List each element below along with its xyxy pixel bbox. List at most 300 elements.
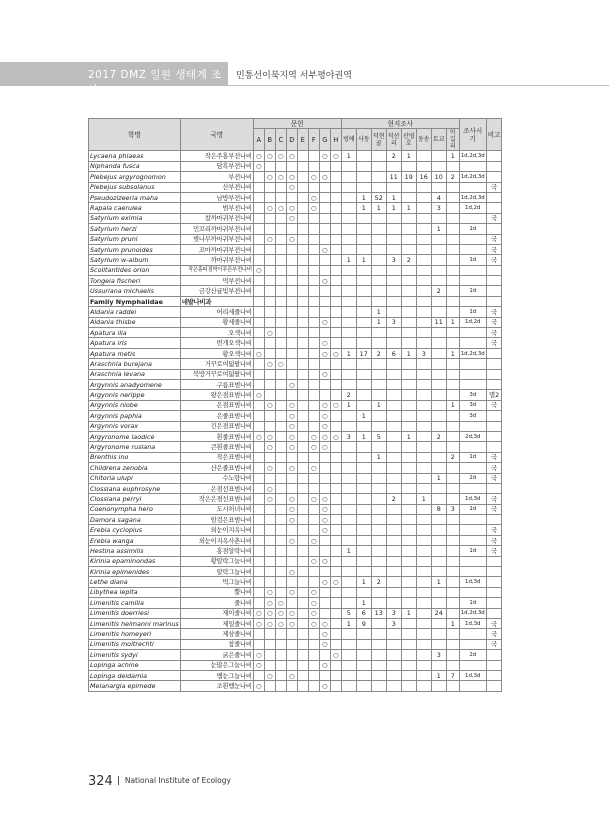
literature-record <box>264 681 275 691</box>
literature-record <box>297 369 308 379</box>
literature-record: ○ <box>253 390 264 400</box>
field-count <box>386 359 401 369</box>
literature-record <box>253 535 264 545</box>
table-row <box>89 525 502 535</box>
literature-record <box>286 307 297 317</box>
field-count: 1 <box>401 348 416 358</box>
literature-record: ○ <box>319 660 330 670</box>
literature-record <box>275 473 286 483</box>
field-count <box>386 681 401 691</box>
field-count <box>386 161 401 171</box>
field-count: 52 <box>371 192 386 202</box>
literature-record <box>308 244 319 254</box>
table-row <box>89 369 502 379</box>
survey-period <box>459 244 486 254</box>
literature-record: ○ <box>308 598 319 608</box>
field-count <box>341 463 356 473</box>
literature-record <box>330 442 341 452</box>
survey-period <box>459 639 486 649</box>
literature-record <box>275 670 286 680</box>
literature-record <box>308 670 319 680</box>
field-count <box>356 463 371 473</box>
literature-record <box>253 494 264 504</box>
korean-name: 산은줄표범나비 <box>180 463 253 473</box>
field-count <box>386 442 401 452</box>
field-count <box>401 618 416 628</box>
field-count <box>371 483 386 493</box>
field-count <box>386 567 401 577</box>
literature-record <box>264 650 275 660</box>
scientific-name: Aldania thisbe <box>89 317 181 327</box>
field-count <box>341 276 356 286</box>
literature-record <box>330 608 341 618</box>
literature-record <box>275 307 286 317</box>
table-row <box>89 681 502 691</box>
field-count <box>401 587 416 597</box>
field-count <box>386 213 401 223</box>
table-row <box>89 276 502 286</box>
literature-record: ○ <box>275 598 286 608</box>
survey-period <box>459 442 486 452</box>
field-count <box>401 192 416 202</box>
literature-record <box>286 598 297 608</box>
field-count <box>356 567 371 577</box>
literature-record <box>319 587 330 597</box>
literature-record: ○ <box>319 172 330 182</box>
literature-record <box>286 348 297 358</box>
field-count <box>386 421 401 431</box>
field-count: 6 <box>386 348 401 358</box>
literature-record: ○ <box>319 421 330 431</box>
literature-record <box>286 390 297 400</box>
literature-record <box>319 224 330 234</box>
literature-record <box>319 192 330 202</box>
literature-record <box>264 213 275 223</box>
literature-col-header: D <box>286 129 297 151</box>
literature-record <box>330 546 341 556</box>
literature-record: ○ <box>330 400 341 410</box>
literature-record: ○ <box>253 431 264 441</box>
field-count <box>431 369 446 379</box>
table-row <box>89 556 502 566</box>
literature-record <box>264 639 275 649</box>
literature-record <box>253 359 264 369</box>
literature-record: ○ <box>264 483 275 493</box>
note <box>486 587 502 597</box>
literature-record <box>319 546 330 556</box>
field-count: 1 <box>356 431 371 441</box>
literature-record <box>286 660 297 670</box>
literature-record <box>297 359 308 369</box>
field-count: 1 <box>401 203 416 213</box>
literature-record <box>308 473 319 483</box>
survey-period <box>459 463 486 473</box>
field-count: 11 <box>431 317 446 327</box>
literature-record <box>297 192 308 202</box>
field-count <box>446 411 459 421</box>
note: 국 <box>486 317 502 327</box>
note: 국 <box>486 618 502 628</box>
literature-record <box>275 224 286 234</box>
field-count <box>416 182 431 192</box>
literature-record <box>297 161 308 171</box>
literature-record <box>275 255 286 265</box>
literature-record <box>330 338 341 348</box>
literature-record <box>297 255 308 265</box>
field-count: 1 <box>431 670 446 680</box>
survey-period <box>459 587 486 597</box>
survey-period: 1d,2d,3d <box>459 608 486 618</box>
field-count: 2 <box>446 172 459 182</box>
literature-record <box>253 556 264 566</box>
literature-record <box>297 182 308 192</box>
field-count: 17 <box>356 348 371 358</box>
note: 국 <box>486 307 502 317</box>
literature-record <box>275 244 286 254</box>
literature-record <box>286 224 297 234</box>
field-count <box>401 390 416 400</box>
note: 국 <box>486 328 502 338</box>
field-count <box>416 608 431 618</box>
field-count <box>446 265 459 275</box>
literature-record: ○ <box>275 151 286 161</box>
field-count <box>446 390 459 400</box>
survey-period: 1d,2d,3d <box>459 348 486 358</box>
field-count <box>446 286 459 296</box>
field-count: 2 <box>431 431 446 441</box>
field-count <box>431 307 446 317</box>
field-count <box>341 213 356 223</box>
korean-name: 작은주홍부전나비 <box>180 151 253 161</box>
field-count <box>371 421 386 431</box>
scientific-name: Coenonympha hero <box>89 504 181 514</box>
literature-record <box>275 650 286 660</box>
table-row <box>89 463 502 473</box>
field-count: 13 <box>371 608 386 618</box>
field-count <box>371 556 386 566</box>
korean-name: 오색나비 <box>180 328 253 338</box>
scientific-name: Plebejus subsolanus <box>89 182 181 192</box>
field-count <box>431 535 446 545</box>
table-row <box>89 182 502 192</box>
field-count: 1 <box>356 411 371 421</box>
literature-record: ○ <box>330 348 341 358</box>
korean-name: 벚나무까마귀부전나비 <box>180 234 253 244</box>
field-count <box>401 307 416 317</box>
field-count <box>341 670 356 680</box>
literature-record: ○ <box>253 161 264 171</box>
survey-period: 1d <box>459 307 486 317</box>
field-count <box>356 234 371 244</box>
field-count <box>446 608 459 618</box>
literature-record <box>297 400 308 410</box>
korean-name: 은점선표범나비 <box>180 483 253 493</box>
literature-record <box>297 452 308 462</box>
korean-name: 담흑부전나비 <box>180 161 253 171</box>
field-count <box>356 151 371 161</box>
literature-record <box>330 525 341 535</box>
literature-record <box>308 411 319 421</box>
table-row <box>89 670 502 680</box>
literature-record <box>253 317 264 327</box>
literature-record: ○ <box>319 494 330 504</box>
literature-record <box>319 161 330 171</box>
korean-name: 범부전나비 <box>180 203 253 213</box>
field-count <box>386 307 401 317</box>
literature-record: ○ <box>264 172 275 182</box>
field-count <box>431 411 446 421</box>
field-count <box>431 244 446 254</box>
literature-record <box>297 203 308 213</box>
field-count <box>341 587 356 597</box>
literature-record <box>253 525 264 535</box>
field-count <box>401 650 416 660</box>
field-count <box>446 369 459 379</box>
field-count <box>401 369 416 379</box>
field-count <box>341 286 356 296</box>
literature-record: ○ <box>286 234 297 244</box>
field-count <box>431 213 446 223</box>
field-count <box>371 660 386 670</box>
field-count <box>386 587 401 597</box>
field-count <box>446 535 459 545</box>
literature-record <box>264 244 275 254</box>
literature-record <box>286 255 297 265</box>
field-site-col-header: 빙애 <box>341 129 356 151</box>
literature-record: ○ <box>264 431 275 441</box>
literature-record <box>297 338 308 348</box>
field-count: 1 <box>416 494 431 504</box>
literature-record <box>308 234 319 244</box>
note <box>486 151 502 161</box>
literature-record: ○ <box>286 442 297 452</box>
note <box>486 359 502 369</box>
field-count <box>371 369 386 379</box>
field-count <box>371 359 386 369</box>
field-count <box>431 400 446 410</box>
literature-record <box>319 670 330 680</box>
institute-name: National Institute of Ecology <box>124 776 231 785</box>
field-count: 1 <box>341 546 356 556</box>
field-count <box>416 161 431 171</box>
note <box>486 598 502 608</box>
field-count: 11 <box>386 172 401 182</box>
literature-record <box>319 390 330 400</box>
field-count <box>401 463 416 473</box>
field-count <box>416 452 431 462</box>
literature-record <box>297 681 308 691</box>
field-site-col-header: 산영호 <box>401 129 416 151</box>
literature-record: ○ <box>319 369 330 379</box>
literature-record <box>330 296 341 306</box>
field-count <box>386 473 401 483</box>
field-count <box>371 379 386 389</box>
field-count: 3 <box>446 504 459 514</box>
field-count <box>431 483 446 493</box>
literature-record: ○ <box>319 556 330 566</box>
survey-period: 1d,2d,3d <box>459 151 486 161</box>
literature-record: ○ <box>319 504 330 514</box>
note: 국 <box>486 234 502 244</box>
literature-record: ○ <box>319 411 330 421</box>
literature-record <box>286 161 297 171</box>
note <box>486 670 502 680</box>
note: 국 <box>486 473 502 483</box>
literature-record: ○ <box>264 151 275 161</box>
literature-record <box>275 577 286 587</box>
field-count: 1 <box>356 577 371 587</box>
literature-record <box>330 515 341 525</box>
literature-record: ○ <box>286 618 297 628</box>
field-count <box>431 567 446 577</box>
literature-record <box>308 525 319 535</box>
note <box>486 203 502 213</box>
field-count <box>416 224 431 234</box>
field-count <box>401 515 416 525</box>
field-count: 1 <box>341 618 356 628</box>
literature-record: ○ <box>253 265 264 275</box>
field-count <box>416 431 431 441</box>
survey-period <box>459 213 486 223</box>
scientific-name: Apatura iris <box>89 338 181 348</box>
field-count <box>416 203 431 213</box>
field-count <box>386 369 401 379</box>
literature-record <box>275 587 286 597</box>
literature-record: ○ <box>319 348 330 358</box>
literature-record: ○ <box>286 587 297 597</box>
field-count <box>446 379 459 389</box>
field-count <box>386 431 401 441</box>
korean-name: 네발나비과 <box>180 296 253 306</box>
literature-record: ○ <box>308 618 319 628</box>
literature-record <box>330 452 341 462</box>
scientific-name: Hestina assimilis <box>89 546 181 556</box>
header-row-1 <box>89 119 502 129</box>
field-count <box>386 328 401 338</box>
field-count <box>371 411 386 421</box>
table-row <box>89 265 502 275</box>
survey-period <box>459 369 486 379</box>
field-count <box>431 265 446 275</box>
field-count <box>446 359 459 369</box>
field-count <box>416 265 431 275</box>
field-count <box>371 535 386 545</box>
field-count <box>401 629 416 639</box>
literature-col-header: G <box>319 129 330 151</box>
survey-period: 1d,2d,3d <box>459 192 486 202</box>
literature-record <box>319 255 330 265</box>
korean-name: 작은은점선표범나비 <box>180 494 253 504</box>
field-count <box>446 307 459 317</box>
literature-record <box>264 255 275 265</box>
field-count <box>386 670 401 680</box>
literature-record <box>253 224 264 234</box>
korean-name: 암검은표범나비 <box>180 515 253 525</box>
field-count <box>431 515 446 525</box>
table-row <box>89 618 502 628</box>
note <box>486 421 502 431</box>
field-count <box>446 296 459 306</box>
literature-record <box>264 286 275 296</box>
field-count <box>341 681 356 691</box>
field-count <box>341 338 356 348</box>
table-row <box>89 535 502 545</box>
literature-record <box>330 494 341 504</box>
field-count <box>446 442 459 452</box>
note <box>486 608 502 618</box>
literature-record <box>264 182 275 192</box>
field-count <box>356 681 371 691</box>
literature-record <box>286 286 297 296</box>
literature-record: ○ <box>286 504 297 514</box>
field-count <box>431 546 446 556</box>
scientific-name: Araschnia levana <box>89 369 181 379</box>
field-count <box>341 234 356 244</box>
field-count: 2 <box>341 390 356 400</box>
korean-name: 먹그늘나비 <box>180 577 253 587</box>
literature-record <box>330 639 341 649</box>
literature-record <box>264 535 275 545</box>
literature-record <box>275 411 286 421</box>
literature-record <box>264 504 275 514</box>
field-count <box>446 494 459 504</box>
literature-record <box>253 577 264 587</box>
field-count <box>431 182 446 192</box>
field-count: 8 <box>431 504 446 514</box>
field-count <box>341 421 356 431</box>
literature-record: ○ <box>264 608 275 618</box>
field-count <box>371 515 386 525</box>
note <box>486 296 502 306</box>
survey-period <box>459 660 486 670</box>
literature-record <box>297 577 308 587</box>
literature-record <box>264 629 275 639</box>
table-row <box>89 286 502 296</box>
field-count <box>341 650 356 660</box>
field-count <box>446 681 459 691</box>
literature-col-header: C <box>275 129 286 151</box>
literature-record <box>286 473 297 483</box>
field-count <box>356 390 371 400</box>
field-count <box>386 400 401 410</box>
korean-name: 외눈이지옥나비 <box>180 525 253 535</box>
note: 국 <box>486 629 502 639</box>
field-count <box>386 629 401 639</box>
literature-record <box>264 265 275 275</box>
survey-period: 3d <box>459 390 486 400</box>
survey-period: 3d <box>459 400 486 410</box>
table-row <box>89 390 502 400</box>
literature-record <box>308 681 319 691</box>
literature-record: ○ <box>319 338 330 348</box>
field-count: 5 <box>341 608 356 618</box>
scientific-name: Kirinia epimenides <box>89 567 181 577</box>
field-count <box>371 629 386 639</box>
note: 국 <box>486 525 502 535</box>
literature-record <box>253 379 264 389</box>
korean-name: 북방거꾸로여덟팔나비 <box>180 369 253 379</box>
field-count <box>341 598 356 608</box>
literature-record: ○ <box>319 577 330 587</box>
field-count <box>401 525 416 535</box>
literature-record: ○ <box>286 172 297 182</box>
literature-record <box>286 639 297 649</box>
note: 국 <box>486 463 502 473</box>
literature-record <box>253 213 264 223</box>
field-count <box>446 650 459 660</box>
literature-record: ○ <box>275 359 286 369</box>
literature-record <box>297 618 308 628</box>
